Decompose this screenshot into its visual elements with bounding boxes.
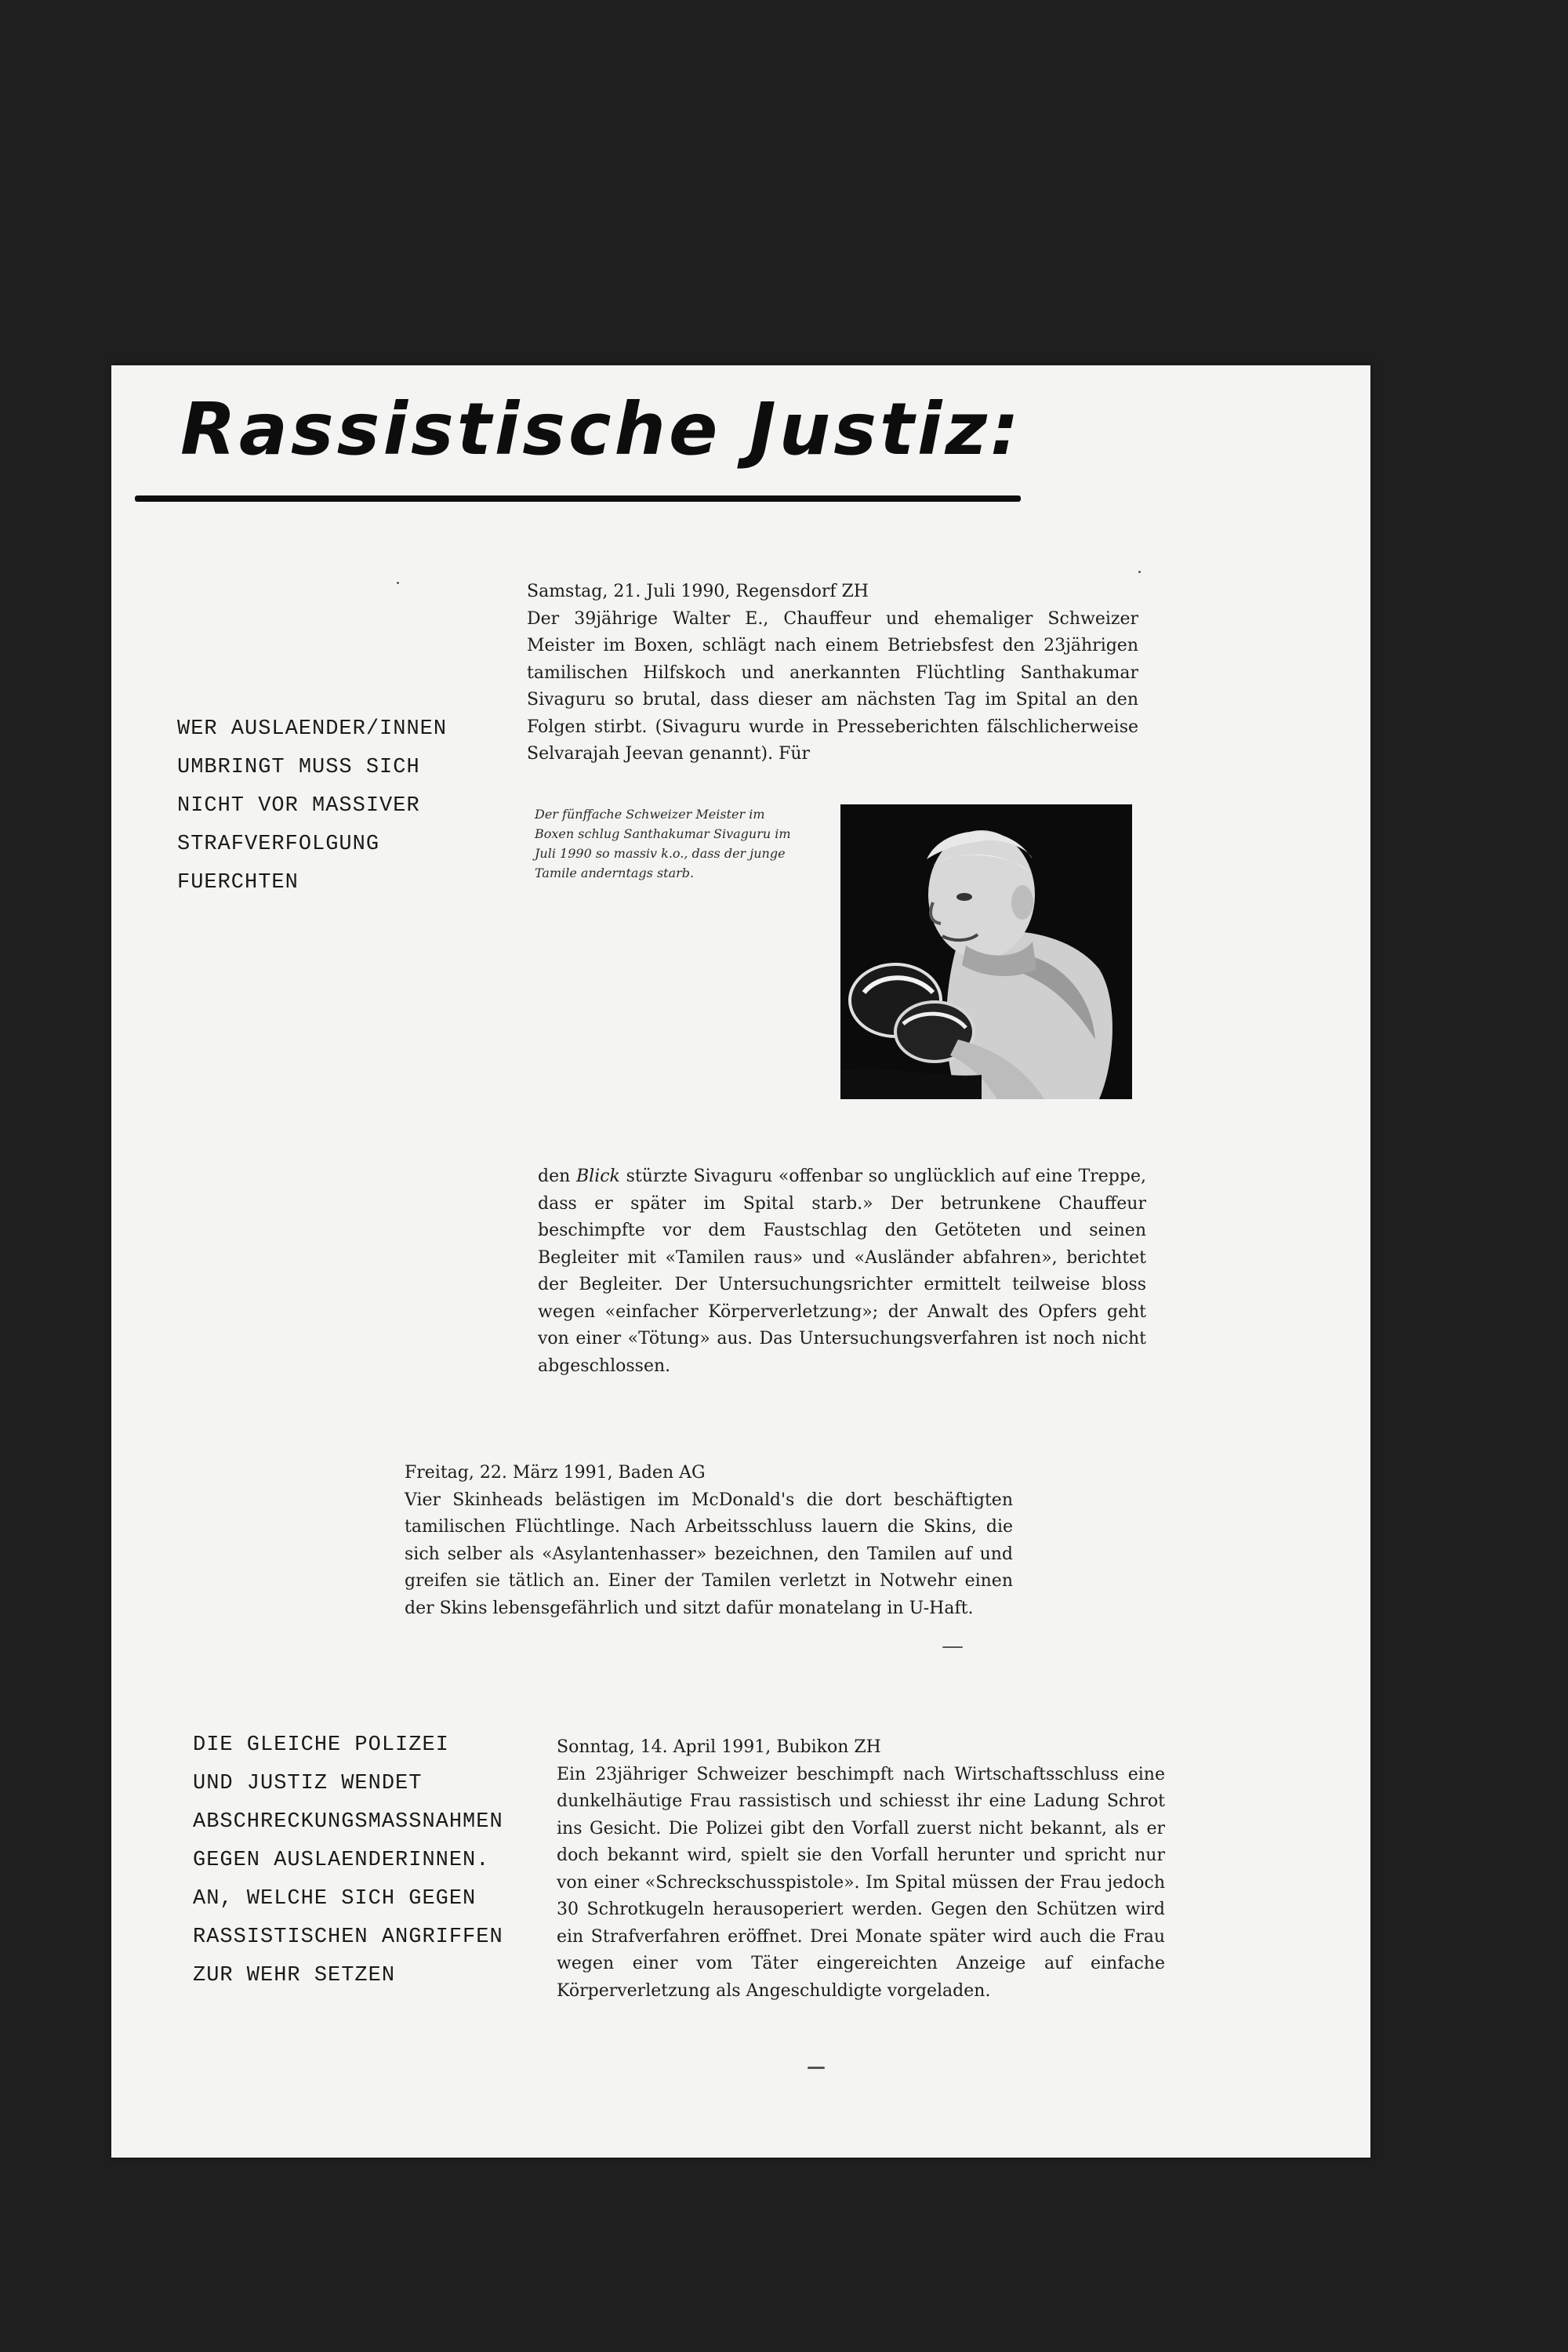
photo-caption: Der fünffache Schweizer Meister im Boxen schlug Santhakumar Sivaguru im Juli 1990 so massiv k.o., dass der junge Tamile anderntags starb. [535, 807, 791, 880]
continuation-body: stürzte Sivaguru «offenbar so unglücklich auf eine Treppe, dass er später im Spital starb.» Der betrunkene Chauffeur beschimpfte vor dem Faustschlag den Getöteten und seinen Begleiter mit «Tamilen raus» und «Ausländer abfahren», berichtet der Begleiter. Der Untersuchungsrichter ermittelt teilweise bloss wegen «einfacher Körperverletzung»; der Anwalt des Opfers geht von einer «Tötung» aus. Das Untersuchungsverfahren ist noch nicht abgeschlossen. [538, 1167, 1146, 1376]
article-date: Freitag, 22. März 1991, Baden AG [405, 1463, 706, 1483]
continuation-prefix: den [538, 1167, 571, 1186]
article-baden [405, 1460, 1013, 1622]
paper-speck [808, 2067, 825, 2069]
boxer-photo-image [840, 804, 1132, 1099]
blick-reference: Blick [575, 1167, 620, 1186]
page-title: Rassistische Justiz: [180, 387, 1022, 471]
paper-speck [1138, 571, 1141, 573]
article-body: Ein 23jähriger Schweizer beschimpft nach Wirtschaftsschluss eine dunkelhäutige Frau rassistisch und schiesst ihr eine Ladung Schrot ins Gesicht. Die Polizei gibt den Vorfall zuerst nicht bekannt, als er doch bekannt wird, spielt sie den Vorfall herunter und spricht nur von einer «Schreckschusspistole». Im Spital müssen der Frau jedoch 30 Schrotkugeln herausoperiert werden. Gegen den Schützen wird ein Strafverfahren eröffnet. Drei Monate später wird auch die Frau wegen einer vom Täter eingereichten Anzeige auf einfache Körperverletzung als Angeschuldigte vorgeladen. [557, 1764, 1165, 2001]
title-underline [135, 495, 1021, 502]
article-bubikon [557, 1734, 1165, 2005]
side-note-impunity: WER AUSLAENDER/INNEN UMBRINGT MUSS SICH NICHT VOR MASSIVER STRAFVERFOLGUNG FUERCHTEN [177, 717, 448, 895]
side-note-police: DIE GLEICHE POLIZEI UND JUSTIZ WENDET ABSCHRECKUNGSMASSNAHMEN GEGEN AUSLAENDERINNEN. AN, WELCHE SICH GEGEN RASSISTISCHEN ANGRIFFEN ZUR WEHR SETZEN [193, 1733, 503, 1987]
article-regensdorf-continued [538, 1163, 1146, 1380]
flyer-sheet [111, 365, 1370, 2158]
paper-speck [397, 582, 399, 584]
article-date: Sonntag, 14. April 1991, Bubikon ZH [557, 1737, 881, 1757]
article-body: Vier Skinheads belästigen im McDonald's die dort beschäftigten tamilischen Flüchtlinge. Nach Arbeitsschluss lauern die Skins, die sich selber als «Asylantenhasser» bezeichnen, den Tamilen auf und greifen sie tätlich an. Einer der Tamilen verletzt in Notwehr einen der Skins lebensgefährlich und sitzt dafür monatelang in U-Haft. [405, 1490, 1013, 1618]
article-date: Samstag, 21. Juli 1990, Regensdorf ZH [527, 582, 869, 601]
paper-speck [942, 1646, 963, 1648]
article-body: Der 39jährige Walter E., Chauffeur und ehemaliger Schweizer Meister im Boxen, schlägt nach einem Betriebsfest den 23jährigen tamilischen Hilfskoch und anerkannten Flüchtling Santhakumar Sivaguru so brutal, dass dieser am nächsten Tag im Spital an den Folgen stirbt. (Sivaguru wurde in Presseberichten fälschlicherweise Selvarajah Jeevan genannt). Für [527, 608, 1138, 764]
article-regensdorf [527, 579, 1138, 768]
boxer-photo [840, 804, 1132, 1099]
